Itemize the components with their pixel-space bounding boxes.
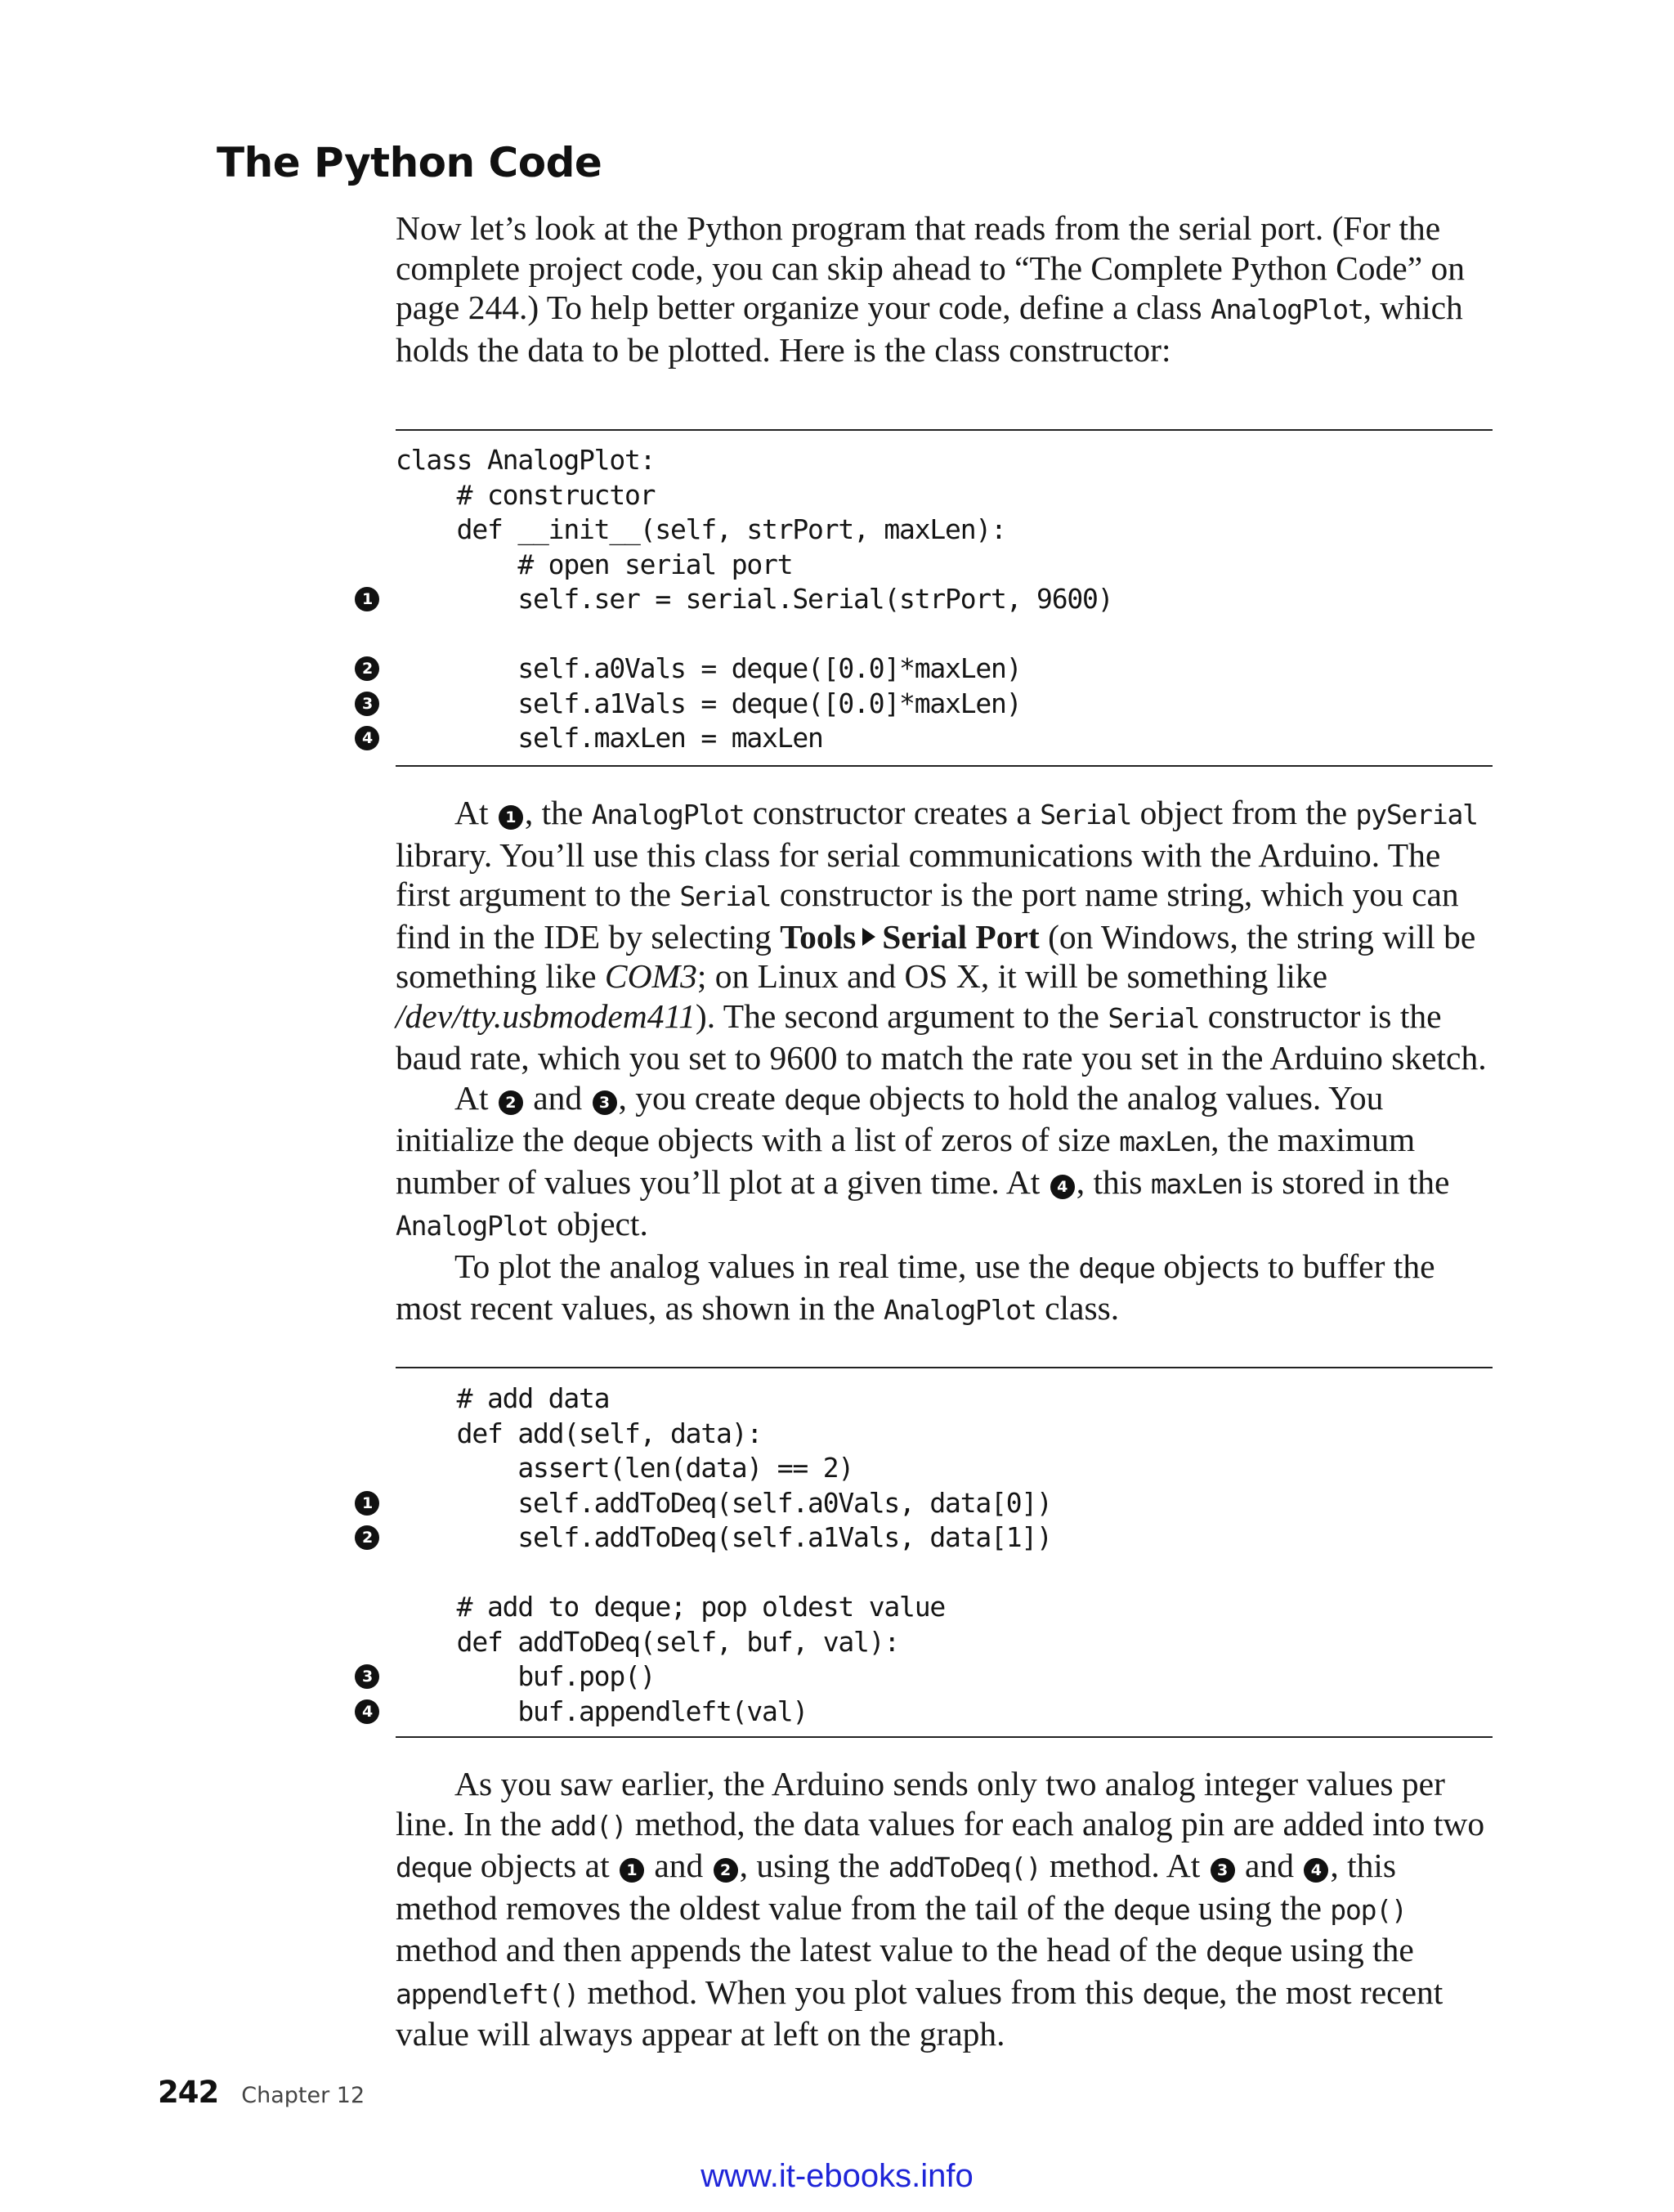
code-line: 1 self.ser = serial.Serial(strPort, 9600) xyxy=(396,582,1112,617)
callout-3-icon: 3 xyxy=(593,1090,617,1115)
callout-3-icon: 3 xyxy=(355,1664,379,1689)
section-heading: The Python Code xyxy=(217,139,602,186)
code-line: assert(len(data) == 2) xyxy=(396,1452,854,1484)
menu-tools: Tools xyxy=(780,917,857,956)
code-line: 1 self.addToDeq(self.a0Vals, data[0]) xyxy=(396,1486,1052,1521)
callout-4-icon: 4 xyxy=(1050,1175,1075,1199)
code-line: 4 buf.appendleft(val) xyxy=(396,1695,1052,1730)
callout-1-icon: 1 xyxy=(620,1858,644,1883)
code-line: # add to deque; pop oldest value xyxy=(396,1591,946,1623)
page-number: 242 xyxy=(158,2075,219,2110)
paragraph-realtime: To plot the analog values in real time, use the deque objects to buffer the most recent values, as shown in the AnalogPlot class. xyxy=(396,1247,1435,1327)
callout-3-icon: 3 xyxy=(355,692,379,716)
code-line: 2 self.a0Vals = deque([0.0]*maxLen) xyxy=(396,652,1112,687)
callout-2-icon: 2 xyxy=(499,1090,523,1115)
code-rule-top-2 xyxy=(396,1367,1493,1368)
code-rule-bottom-2 xyxy=(396,1736,1493,1738)
callout-1-icon: 1 xyxy=(499,805,523,830)
paragraph-deque: At 2 and 3 , you create deque objects to hold the analog values. You initialize the deque objects with a list of zeros of size maxLen, the maximum number of values you’ll plot at a given time. At 4 , this maxLen is stored in the AnalogPlot object. xyxy=(396,1078,1450,1243)
callout-4-icon: 4 xyxy=(355,1699,379,1724)
code-line: 3 self.a1Vals = deque([0.0]*maxLen) xyxy=(396,687,1112,722)
callout-3-icon: 3 xyxy=(1211,1858,1235,1883)
code-line: # open serial port xyxy=(396,548,793,580)
menu-serial-port: Serial Port xyxy=(882,917,1040,956)
page-footer xyxy=(158,2075,365,2110)
code-rule-bottom-1 xyxy=(396,765,1493,767)
paragraph-constructor: At 1 , the AnalogPlot constructor creates a Serial object from the pySerial library. You’ll use this class for serial communications with the Arduino. The first argument to the Serial constructor is the port name string, which you can find in the IDE by selecting Tools Serial Port (on Windows, the string will be something like COM3; on Linux and OS X, it will be something like /dev/tty.usbmodem411). The second argument to the Serial constructor is the baud rate, which you set to 9600 to match the rate you set in the Arduino sketch. xyxy=(396,794,1487,1077)
callout-2-icon: 2 xyxy=(355,656,379,681)
code-line: def addToDeq(self, buf, val): xyxy=(396,1625,900,1658)
callout-1-icon: 1 xyxy=(355,587,379,611)
code-rule-top-1 xyxy=(396,429,1493,431)
code-line: 2 self.addToDeq(self.a1Vals, data[1]) xyxy=(396,1520,1052,1556)
intro-paragraph: Now let’s look at the Python program that reads from the serial port. (For the complete project code, you can skip ahead to “The Complete Python Code” on page 244.) To help better organize your code, define a class AnalogPlot, which holds the data to be plotted. Here is the class constructor: xyxy=(396,209,1466,369)
callout-1-icon: 1 xyxy=(355,1491,379,1516)
code-listing-constructor xyxy=(361,443,1113,756)
explanation-block xyxy=(396,793,1493,1331)
code-line: class AnalogPlot: xyxy=(396,444,656,476)
paragraph-add-method: As you saw earlier, the Arduino sends only two analog integer values per line. In the add() method, the data values for each analog pin are added into two deque objects at 1 and 2 , using the addToDeq() method. At 3 and 4 , this method removes the oldest value from the tail of the deque using the pop() method and then appends the latest value to the head of the deque using the appendleft() method. When you plot values from this deque, the most recent value will always appear at left on the graph. xyxy=(396,1765,1485,2053)
code-line xyxy=(396,617,1112,652)
code-line: # add data xyxy=(396,1382,610,1414)
chapter-label: Chapter 12 xyxy=(241,2083,365,2108)
code-line: # constructor xyxy=(396,478,656,511)
code-listing-add xyxy=(361,1381,1052,1729)
callout-2-icon: 2 xyxy=(714,1858,738,1883)
callout-4-icon: 4 xyxy=(355,726,379,750)
menu-arrow-icon xyxy=(862,928,875,946)
watermark-link[interactable]: www.it-ebooks.info xyxy=(700,2158,974,2194)
code-line xyxy=(396,1556,1052,1591)
code-line: 3 buf.pop() xyxy=(396,1659,1052,1695)
callout-2-icon: 2 xyxy=(355,1525,379,1550)
callout-4-icon: 4 xyxy=(1304,1858,1328,1883)
code-line: def __init__(self, strPort, maxLen): xyxy=(396,513,1006,545)
code-line: def add(self, data): xyxy=(396,1417,763,1449)
code-line: 4 self.maxLen = maxLen xyxy=(396,721,1112,756)
